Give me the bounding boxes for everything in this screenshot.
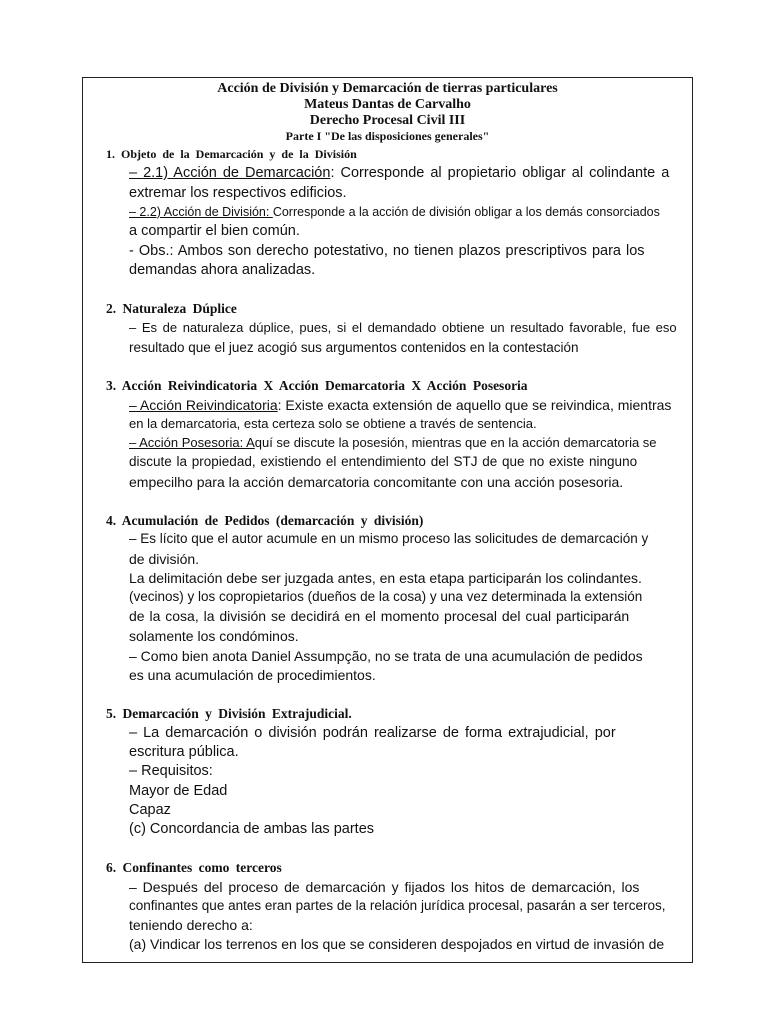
section-4-line-5: de la cosa, la división se decidirá en el momento procesal del cual participarán (129, 608, 630, 624)
section-4-line-4: (vecinos) y los copropietarios (dueños de la cosa) y una vez determinada la extensión (129, 589, 643, 604)
section-1-line-1 (129, 165, 669, 181)
section-3-line-1 (129, 397, 671, 413)
section-4-line-3: La delimitación debe ser juzgada antes, en esta etapa participarán los colindantes. (129, 570, 642, 586)
demarcacion-term: – 2.1) Acción de Demarcación (129, 165, 331, 181)
section-4-line-6: solamente los condóminos. (129, 628, 299, 644)
section-1-line-3 (129, 205, 660, 219)
section-5-line-3: – Requisitos: (129, 763, 213, 779)
section-6-heading: 6. Confinantes como terceros (106, 860, 282, 875)
section-4-heading: 4. Acumulación de Pedidos (demarcación y división) (106, 513, 424, 528)
section-3-line-1-text: : Existe exacta extensión de aquello que se reivindica, mientras (277, 397, 672, 413)
part-title: Parte I "De las disposiciones generales" (285, 129, 490, 143)
section-2-line-1: – Es de naturaleza dúplice, pues, si el demandado obtiene un resultado favorable, fue eso (129, 320, 677, 335)
section-5-line-1: – La demarcación o división podrán realizarse de forma extrajudicial, por (129, 725, 616, 741)
section-6-line-3: teniendo derecho a: (129, 917, 253, 933)
reivindicatoria-term: – Acción Reivindicatoria (129, 397, 278, 413)
section-5-line-4: Mayor de Edad (129, 783, 228, 799)
section-3-line-3 (129, 435, 657, 450)
document-title: Acción de División y Demarcación de tierras particulares (217, 81, 558, 96)
section-1-line-1-text: : Corresponde al propietario obligar al colindante a (330, 165, 670, 181)
section-1-line-2: extremar los respectivos edificios. (129, 185, 347, 201)
section-6-line-1: – Después del proceso de demarcación y fijados los hitos de demarcación, los (129, 879, 640, 895)
section-1-line-4: a compartir el bien común. (129, 223, 300, 239)
section-5-heading: 5. Demarcación y División Extrajudicial. (106, 706, 352, 721)
course-name: Derecho Procesal Civil III (309, 113, 466, 128)
posesoria-term: – Acción Posesoria: A (129, 435, 255, 450)
section-5-line-2: escritura pública. (129, 744, 239, 760)
section-4-line-1: – Es lícito que el autor acumule en un mismo proceso las solicitudes de demarcación y (129, 531, 649, 546)
section-3-line-3-text: quí se discute la posesión, mientras que en la acción demarcatoria se (254, 435, 657, 450)
section-3-line-5: empecilho para la acción demarcatoria concomitante con una acción posesoria. (129, 474, 624, 490)
section-3-heading: 3. Acción Reivindicatoria X Acción Demarcatoria X Acción Posesoria (106, 378, 528, 393)
section-3-line-2: en la demarcatoria, esta certeza solo se obtiene a través de sentencia. (129, 416, 537, 431)
section-5-line-6: (c) Concordancia de ambas las partes (129, 821, 375, 837)
section-6-line-4: (a) Vindicar los terrenos en los que se consideren despojados en virtud de invasión de (129, 936, 665, 952)
division-term: – 2.2) Acción de División: (129, 205, 273, 219)
section-1-line-6: demandas ahora analizadas. (129, 262, 316, 278)
section-1-heading: 1. Objeto de la Demarcación y de la División (106, 147, 357, 161)
section-4-line-8: es una acumulación de procedimientos. (129, 667, 376, 683)
section-3-line-4: discute la propiedad, existiendo el entendimiento del STJ de que no existe ninguno (129, 454, 638, 469)
section-2-heading: 2. Naturaleza Dúplice (106, 301, 237, 316)
section-6-line-2: confinantes que antes eran partes de la relación jurídica procesal, pasarán a ser terceros, (129, 898, 666, 913)
section-2-line-2: resultado que el juez acogió sus argumentos contenidos en la contestación (129, 340, 579, 355)
author-name: Mateus Dantas de Carvalho (304, 97, 471, 112)
section-5-line-5: Capaz (129, 802, 171, 818)
section-4-line-2: de división. (129, 551, 200, 567)
section-4-line-7: – Como bien anota Daniel Assumpção, no se trata de una acumulación de pedidos (129, 648, 643, 664)
section-1-line-3-text: Corresponde a la acción de división obligar a los demás consorciados (272, 205, 660, 219)
section-1-line-5: - Obs.: Ambos son derecho potestativo, no tienen plazos prescriptivos para los (129, 243, 645, 259)
